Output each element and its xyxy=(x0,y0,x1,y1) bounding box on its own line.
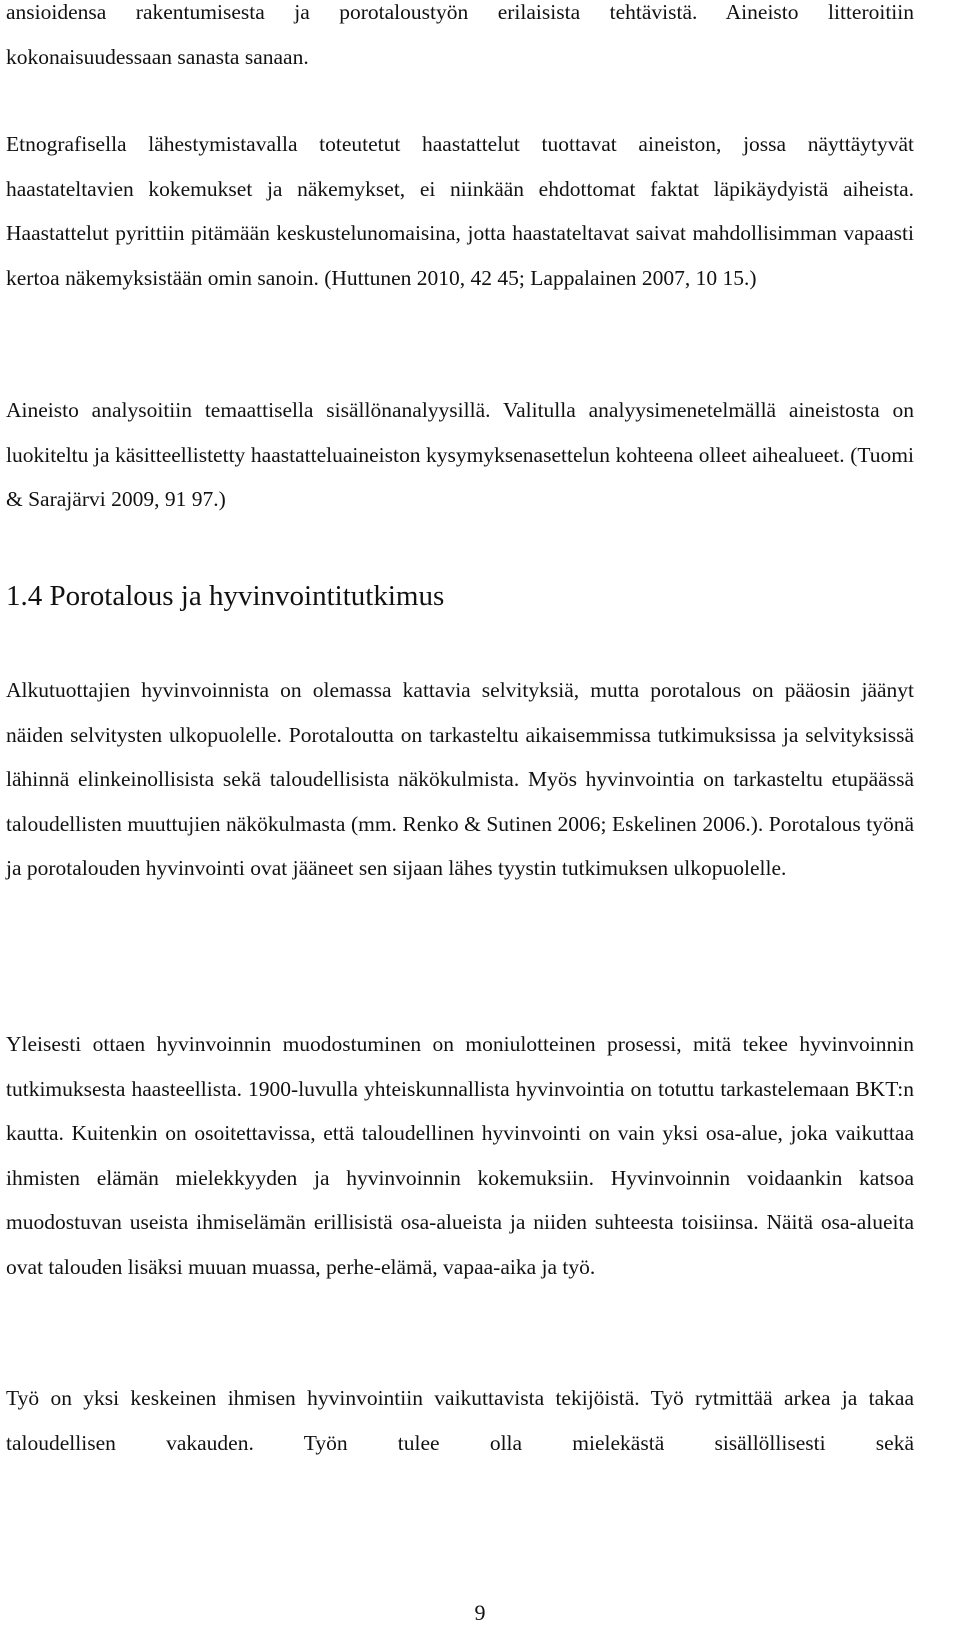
page-number: 9 xyxy=(474,1600,486,1625)
paragraph-content-analysis: Aineisto analysoitiin temaattisella sisällönanalyysillä. Valitulla analyysimenetelmällä aineistosta on luokiteltu ja käsitteellistetty haastatteluaineiston kysymyksenasettelun kohteena olleet aihealueet. (Tuomi & Sarajärvi 2009, 91 97.) xyxy=(6,398,914,511)
paragraph-work-wellbeing: Työ on yksi keskeinen ihmisen hyvinvointiin vaikuttavista tekijöistä. Työ rytmittää arkea ja takaa taloudellisen vakauden. Työn tulee olla mielekästä sisällöllisesti sekä xyxy=(6,1386,914,1455)
paragraph-ethnographic-interviews: Etnografisella lähestymistavalla toteutetut haastattelut tuottavat aineiston, jossa näyttäytyvät haastateltavien kokemukset ja näkemykset, ei niinkään ehdottomat faktat läpikäydyistä aiheista. Haastattelut pyrittiin pitämään keskustelunomaisina, jotta haastateltavat saivat mahdollisimman vapaasti kertoa näkemyksistään omin sanoin. (Huttunen 2010, 42 45; Lappalainen 2007, 10 15.) xyxy=(6,132,914,290)
paragraph-wellbeing-dimensions: Yleisesti ottaen hyvinvoinnin muodostuminen on moniulotteinen prosessi, mitä tekee hyvinvoinnin tutkimuksesta haasteellista. 1900-luvulla yhteiskunnallista hyvinvointia on totuttu tarkastelemaan BKT:n kautta. Kuitenkin on osoitettavissa, että taloudellinen hyvinvointi on vain yksi osa-alue, joka vaikuttaa ihmisten elämän mielekkyyden ja hyvinvoinnin kokemuksiin. Hyvinvoinnin voidaankin katsoa muodostuvan useista ihmiselämän erillisistä osa-alueista ja niiden suhteesta toisiinsa. Näitä osa-alueita ovat talouden lisäksi muuan muassa, perhe-elämä, vapaa-aika ja työ. xyxy=(6,1032,914,1279)
section-heading: 1.4 Porotalous ja hyvinvointitutkimus xyxy=(6,580,445,612)
paragraph-continued-text: ansioidensa rakentumisesta ja porotaloustyön erilaisista tehtävistä. Aineisto litteroitiin kokonaisuudessaan sanasta sanaan. xyxy=(6,0,914,69)
paragraph-primary-producers-wellbeing: Alkutuottajien hyvinvoinnista on olemassa kattavia selvityksiä, mutta porotalous on pääosin jäänyt näiden selvitysten ulkopuolelle. Porotaloutta on tarkasteltu aikaisemmissa tutkimuksissa ja selvityksissä lähinnä elinkeinollisista sekä taloudellisista näkökulmista. Myös hyvinvointia on tarkasteltu etupäässä taloudellisten muuttujien näkökulmasta (mm. Renko & Sutinen 2006; Eskelinen 2006.). Porotalous työnä ja porotalouden hyvinvointi ovat jääneet sen sijaan lähes tyystin tutkimuksen ulkopuolelle. xyxy=(6,678,914,880)
